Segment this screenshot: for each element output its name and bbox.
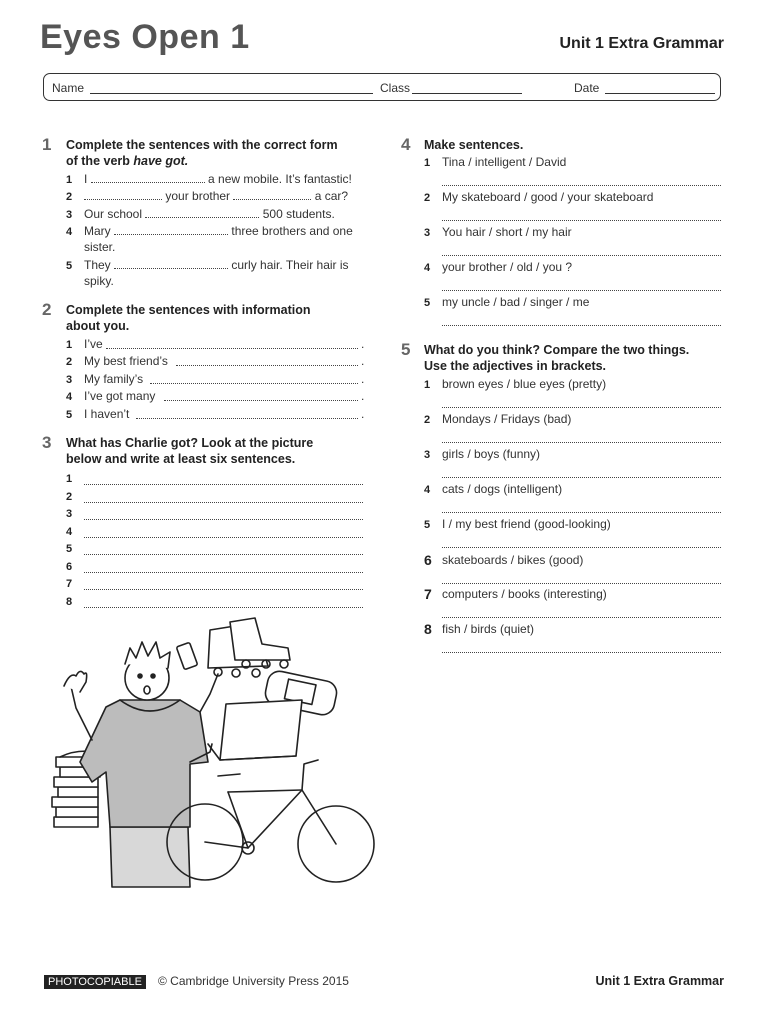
section-heading: Make sentences.	[424, 138, 524, 152]
item-prompt: fish / birds (quiet)	[442, 622, 535, 636]
answer-line[interactable]	[106, 348, 358, 349]
heading-line	[66, 154, 338, 170]
answer-line[interactable]	[176, 365, 358, 366]
item-number: 3	[424, 227, 431, 239]
item-prompt: my uncle / bad / singer / me	[442, 295, 590, 309]
heading-italic: have got.	[133, 153, 189, 168]
answer-blank[interactable]	[114, 258, 228, 269]
item-prompt: Tina / intelligent / David	[442, 155, 567, 169]
answer-line[interactable]	[442, 583, 721, 584]
item-text	[84, 258, 349, 272]
photocopiable-badge: PHOTOCOPIABLE	[44, 975, 146, 989]
footer-unit-title: Unit 1 Extra Grammar	[595, 974, 724, 988]
item-prompt: your brother / old / you ?	[442, 260, 573, 274]
answer-blank[interactable]	[145, 207, 259, 218]
item-number: 2	[66, 356, 73, 368]
answer-line[interactable]	[442, 512, 721, 513]
answer-line[interactable]	[442, 290, 721, 291]
item-number: 5	[66, 260, 73, 272]
copyright: © Cambridge University Press 2015	[158, 974, 349, 988]
answer-line[interactable]	[84, 519, 363, 520]
heading-line: Complete the sentences with information	[66, 303, 311, 317]
item-number: 8	[424, 621, 432, 637]
item-text-start: They	[84, 258, 111, 272]
answer-blank[interactable]	[84, 189, 162, 200]
item-number: 8	[66, 595, 73, 608]
item-number: 3	[66, 374, 73, 386]
item-period: .	[361, 407, 365, 421]
item-text-continued: sister.	[84, 240, 116, 254]
item-prompt: brown eyes / blue eyes (pretty)	[442, 377, 607, 391]
date-field[interactable]	[605, 93, 715, 94]
answer-line[interactable]	[442, 325, 721, 326]
section-number: 5	[401, 340, 411, 359]
item-number: 1	[424, 379, 431, 391]
name-label: Name	[52, 81, 85, 95]
item-text: My best friend’s	[84, 354, 168, 368]
item-number: 3	[66, 209, 73, 221]
item-text-end: 500 students.	[262, 207, 335, 221]
item-text-end: a car?	[314, 189, 349, 203]
item-prompt: I / my best friend (good-looking)	[442, 517, 611, 531]
item-text: I’ve got many	[84, 389, 156, 403]
name-field[interactable]	[90, 93, 373, 94]
answer-line[interactable]	[84, 502, 363, 503]
answer-line[interactable]	[442, 477, 721, 478]
item-number: 7	[424, 586, 432, 602]
item-period: .	[361, 389, 365, 403]
unit-title: Unit 1 Extra Grammar	[559, 35, 724, 52]
item-number: 4	[66, 391, 73, 403]
phone-icon	[176, 642, 197, 669]
item-period: .	[361, 372, 365, 386]
brand-title: Eyes Open 1	[40, 18, 250, 56]
item-number: 5	[66, 543, 73, 555]
item-prompt: Mondays / Fridays (bad)	[442, 412, 572, 426]
answer-line[interactable]	[84, 607, 363, 608]
section-number: 3	[42, 433, 52, 452]
date-label: Date	[574, 81, 600, 95]
bicycle-icon	[167, 760, 374, 882]
heading-text: of the verb	[66, 153, 134, 168]
item-prompt: cats / dogs (intelligent)	[442, 482, 563, 496]
answer-line[interactable]	[84, 484, 363, 485]
answer-line[interactable]	[442, 442, 721, 443]
heading-line: Complete the sentences with the correct form	[66, 138, 338, 152]
item-number: 4	[424, 484, 431, 496]
item-text	[84, 224, 353, 238]
roller-skates-icon	[208, 618, 290, 677]
laptop-icon	[208, 700, 302, 760]
item-text: I haven’t	[84, 407, 130, 421]
charlie-figure	[64, 642, 218, 887]
item-number: 5	[424, 519, 431, 531]
item-prompt: My skateboard / good / your skateboard	[442, 190, 654, 204]
answer-blank[interactable]	[91, 172, 205, 183]
section-heading	[424, 343, 689, 374]
item-text	[84, 207, 335, 221]
answer-line[interactable]	[84, 589, 363, 590]
item-period: .	[361, 354, 365, 368]
answer-line[interactable]	[136, 418, 358, 419]
item-text-end: a new mobile. It’s fantastic!	[208, 172, 352, 186]
heading-line: below and write at least six sentences.	[66, 451, 296, 466]
item-prompt: girls / boys (funny)	[442, 447, 541, 461]
item-text	[84, 189, 348, 203]
item-number: 4	[66, 226, 73, 238]
answer-line[interactable]	[442, 617, 721, 618]
item-number: 6	[424, 552, 432, 568]
item-prompt: computers / books (interesting)	[442, 587, 607, 601]
section-number: 2	[42, 300, 52, 319]
name-class-date-bar	[43, 73, 721, 101]
item-text-continued: spiky.	[84, 274, 114, 288]
answer-line[interactable]	[442, 185, 721, 186]
item-number: 1	[66, 473, 73, 485]
section-heading	[66, 436, 313, 467]
answer-blank[interactable]	[233, 189, 311, 200]
item-number: 4	[424, 262, 431, 274]
item-number: 2	[424, 414, 431, 426]
answer-line[interactable]	[84, 537, 363, 538]
item-number: 1	[66, 339, 73, 351]
heading-line: What do you think? Compare the two things.	[424, 343, 690, 357]
item-text-start: I	[84, 172, 88, 186]
answer-line[interactable]	[442, 255, 721, 256]
charlie-illustration	[40, 612, 390, 897]
item-text	[84, 172, 352, 186]
answer-line[interactable]	[150, 383, 358, 384]
item-prompt: You hair / short / my hair	[442, 225, 572, 239]
item-text-end: curly hair. Their hair is	[231, 258, 349, 272]
heading-line: Use the adjectives in brackets.	[424, 358, 607, 373]
item-text: My family’s	[84, 372, 144, 386]
answer-line[interactable]	[84, 554, 363, 555]
item-text-start: Mary	[84, 224, 111, 238]
item-text-start: Our school	[84, 207, 143, 221]
answer-line[interactable]	[84, 572, 363, 573]
item-prompt: skateboards / bikes (good)	[442, 553, 584, 567]
item-number: 5	[424, 297, 431, 309]
item-number: 3	[66, 508, 73, 520]
answer-blank[interactable]	[114, 224, 228, 235]
item-text-mid: your brother	[165, 189, 231, 203]
answer-line[interactable]	[164, 400, 358, 401]
section-heading	[66, 303, 310, 334]
item-number: 4	[66, 525, 73, 538]
answer-line[interactable]	[442, 547, 721, 548]
answer-line[interactable]	[442, 220, 721, 221]
class-label: Class	[380, 81, 411, 95]
item-number: 2	[424, 192, 431, 204]
item-number: 1	[66, 174, 73, 186]
class-field[interactable]	[412, 93, 522, 94]
item-number: 2	[66, 191, 73, 203]
heading-line: What has Charlie got? Look at the picture	[66, 436, 314, 450]
item-number: 6	[66, 560, 73, 573]
item-text-end: three brothers and one	[231, 224, 353, 238]
heading-line: about you.	[66, 318, 130, 333]
item-period: .	[361, 337, 365, 351]
section-number: 1	[42, 135, 52, 154]
item-number: 7	[66, 578, 73, 590]
item-number: 1	[424, 157, 431, 169]
item-text: I’ve	[84, 337, 103, 351]
answer-line[interactable]	[442, 407, 721, 408]
answer-line[interactable]	[442, 652, 721, 653]
section-heading	[66, 138, 338, 169]
item-number: 2	[66, 490, 73, 503]
section-number: 4	[401, 135, 411, 154]
item-number: 5	[66, 409, 73, 421]
item-number: 3	[424, 449, 431, 461]
